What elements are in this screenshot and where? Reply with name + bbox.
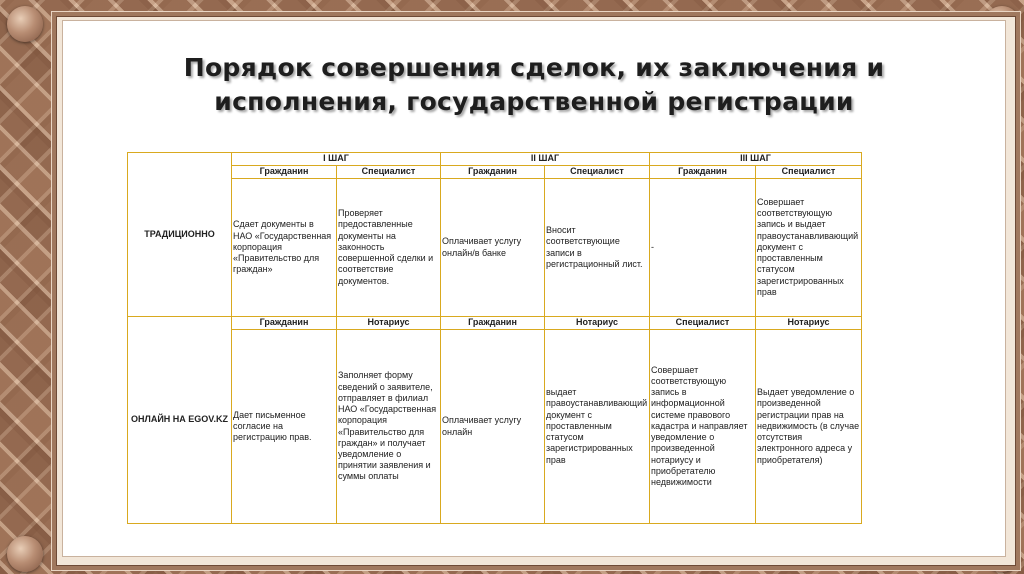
- role-header: Специалист: [756, 166, 862, 179]
- table-cell: Сдает документы в НАО «Государственная корпорация «Правительство для граждан»: [232, 179, 337, 317]
- role-header: Гражданин: [441, 166, 545, 179]
- title-line-1: Порядок совершения сделок, их заключения и: [183, 53, 885, 82]
- corner-ornament: [7, 536, 43, 572]
- table-cell: выдает правоустанавливающий документ с проставленным статусом зарегистрированных прав: [545, 330, 650, 524]
- table-cell: Проверяет предоставленные документы на законность совершенной сделки и соответствие документов.: [337, 179, 441, 317]
- table-cell: -: [650, 179, 756, 317]
- table-cell: Оплачивает услугу онлайн/в банке: [441, 179, 545, 317]
- step-header: III ШАГ: [650, 153, 862, 166]
- table-row: [128, 330, 862, 524]
- role-header: Гражданин: [232, 317, 337, 330]
- slide-title: [63, 51, 1005, 119]
- roles-row: [128, 317, 862, 330]
- table-cell: Совершает соответствующую запись и выдает правоустанавливающий документ с проставленным статусом зарегистрированных прав: [756, 179, 862, 317]
- registration-steps-table: [127, 152, 862, 524]
- roles-row: [128, 166, 862, 179]
- table-cell: Выдает уведомление о произведенной регистрации прав на недвижимость (в случае отсутствия электронного адреса у приобретателя): [756, 330, 862, 524]
- role-header: Специалист: [650, 317, 756, 330]
- role-header: Специалист: [545, 166, 650, 179]
- role-header: Нотариус: [545, 317, 650, 330]
- table-cell: Заполняет форму сведений о заявителе, отправляет в филиал НАО «Государственная корпорация «Правительство для граждан» и получает уведомление о принятии заявления и суммы оплаты: [337, 330, 441, 524]
- table-cell: Вносит соответствующие записи в регистрационный лист.: [545, 179, 650, 317]
- table-cell: Совершает соответствующую запись в информационной системе правового кадастра и направляет уведомление о произведенной нотариусу и приобретателю недвижимости: [650, 330, 756, 524]
- corner-ornament: [7, 6, 43, 42]
- row-label-traditional: ТРАДИЦИОННО: [128, 153, 232, 317]
- role-header: Гражданин: [441, 317, 545, 330]
- role-header: Нотариус: [756, 317, 862, 330]
- steps-header-row: [128, 153, 862, 166]
- row-label-online: ОНЛАЙН НА EGOV.KZ: [128, 317, 232, 524]
- step-header: I ШАГ: [232, 153, 441, 166]
- role-header: Нотариус: [337, 317, 441, 330]
- step-header: II ШАГ: [441, 153, 650, 166]
- slide-card: [62, 20, 1006, 557]
- table-cell: Дает письменное согласие на регистрацию прав.: [232, 330, 337, 524]
- role-header: Гражданин: [232, 166, 337, 179]
- role-header: Специалист: [337, 166, 441, 179]
- title-line-2: исполнения, государственной регистрации: [214, 87, 854, 116]
- table-cell: Оплачивает услугу онлайн: [441, 330, 545, 524]
- role-header: Гражданин: [650, 166, 756, 179]
- table-row: [128, 179, 862, 317]
